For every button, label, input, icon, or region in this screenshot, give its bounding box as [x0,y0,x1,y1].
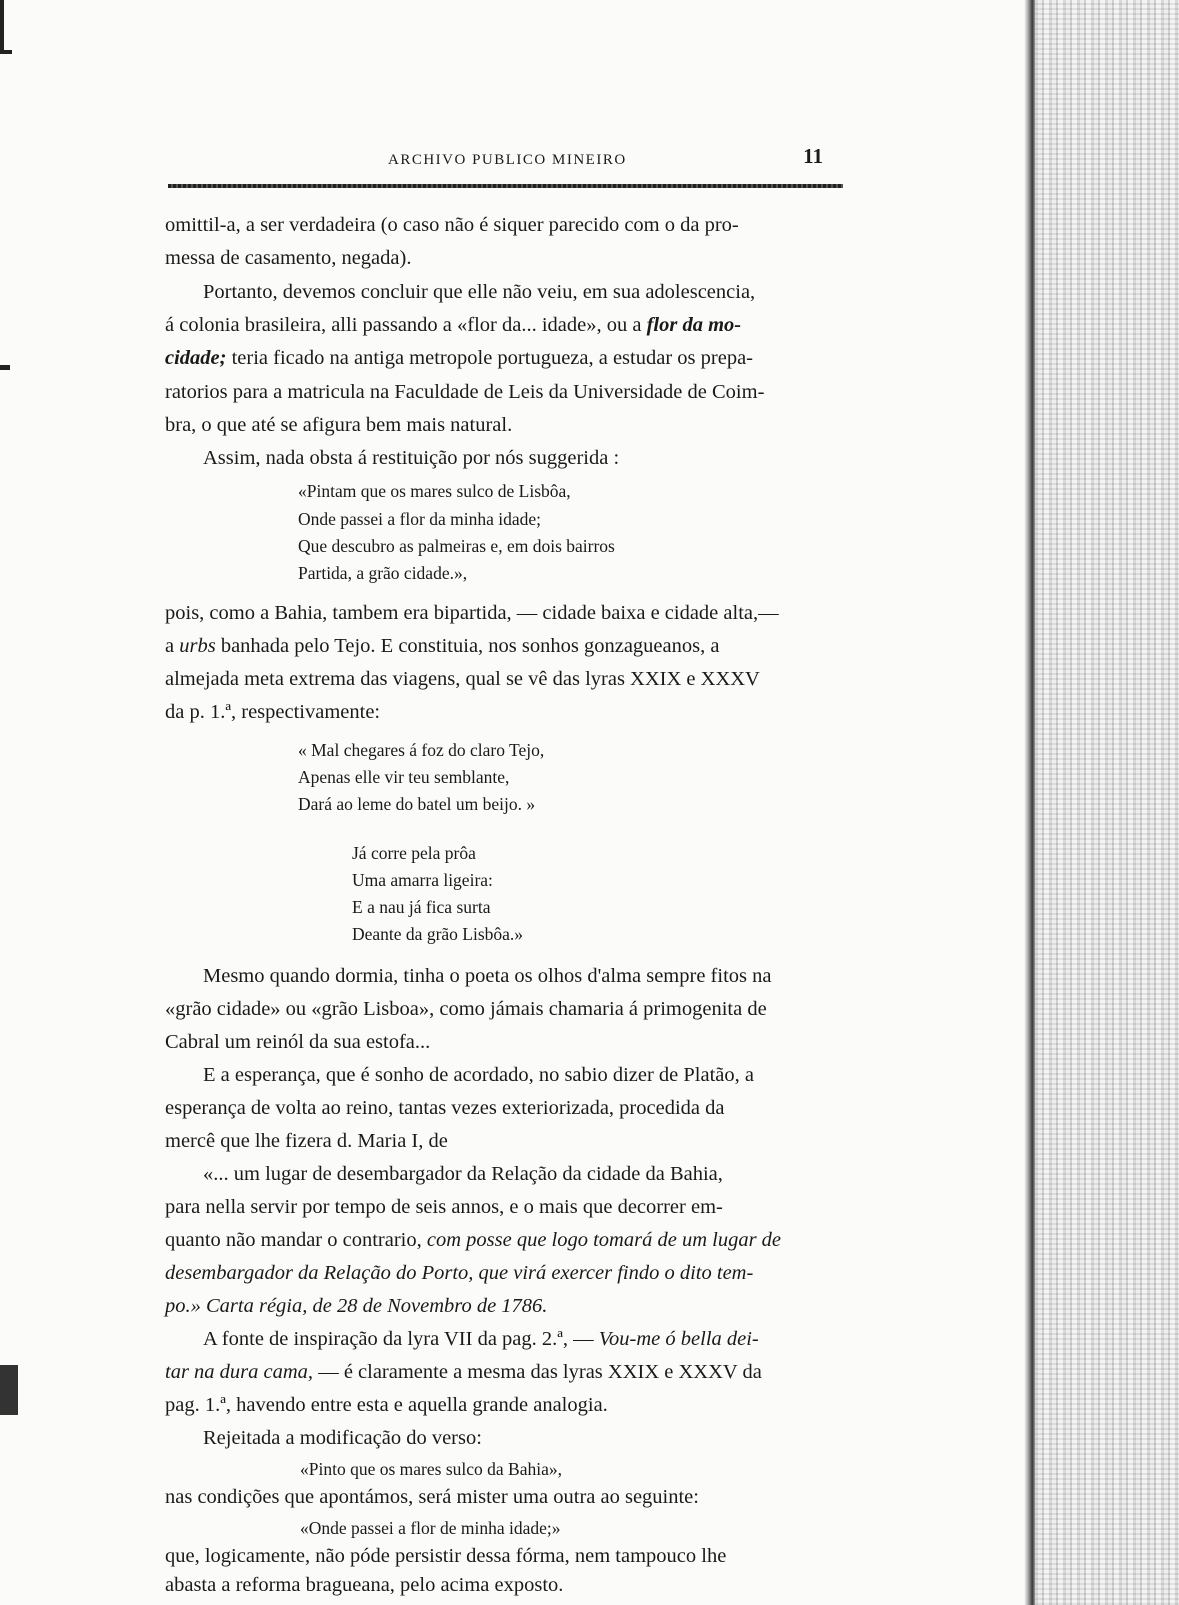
text-line: «... um lugar de desembargador da Relação da cidade da Bahia, [203,1163,723,1185]
verse-line: «Onde passei a flor de minha idade;» [300,1518,561,1538]
emphasis: urbs [179,635,216,657]
text-line [165,312,741,338]
verse-line: «Pintam que os mares sulco de Lisbôa, [298,481,571,501]
running-head: ARCHIVO PUBLICO MINEIRO [388,152,627,168]
emphasis: Vou-me ó bella dei- [598,1328,759,1350]
text-line: mercê que lhe fizera d. Maria I, de [165,1130,448,1152]
text-line [165,345,753,371]
text-line: esperança de volta ao reino, tantas vezes exteriorizada, procedida da [165,1097,725,1119]
margin-mark-bracket [0,50,12,54]
text-line [165,633,719,659]
text-segment: a [165,635,175,657]
text-line: pag. 1.ª, havendo entre esta e aquella grande analogia. [165,1394,608,1416]
margin-speck-1 [0,365,10,370]
page-number: 11 [803,144,823,168]
text-line: bra, o que até se afigura bem mais natural. [165,414,513,436]
text-line: abasta a reforma bragueana, pelo acima exposto. [165,1574,564,1596]
text-line: Rejeitada a modificação do verso: [203,1427,482,1449]
text-line [165,1227,781,1253]
text-line: que, logicamente, não póde persistir dessa fórma, nem tampouco lhe [165,1545,727,1567]
text-line: omittil-a, a ser verdadeira (o caso não é siquer parecido com o da pro- [165,214,739,236]
text-line [203,1326,759,1352]
verse-line: Onde passei a flor da minha idade; [298,509,541,529]
text-line: E a esperança, que é sonho de acordado, no sabio dizer de Platão, a [203,1064,754,1086]
text-segment: á colonia brasileira, alli passando a «flor da... idade», ou a [165,314,642,336]
text-line: «grão cidade» ou «grão Lisboa», como jámais chamaria á primogenita de [165,998,767,1020]
text-line: nas condições que apontámos, será mister uma outra ao seguinte: [165,1486,699,1508]
margin-speck-2 [0,1365,18,1415]
verse-line: Uma amarra ligeira: [352,870,493,890]
text-line: Mesmo quando dormia, tinha o poeta os olhos d'alma sempre fitos na [203,965,772,987]
verse-line: Partida, a grão cidade.», [298,563,468,583]
text-line: desembargador da Relação do Porto, que virá exercer findo o dito tem- [165,1262,754,1284]
verse-line: Dará ao leme do batel um beijo. » [298,794,536,814]
emphasis: flor da mo- [646,314,742,336]
text-line: ratorios para a matricula na Faculdade de Leis da Universidade de Coim- [165,381,765,403]
verse-line: «Pinto que os mares sulco da Bahia», [300,1459,562,1479]
emphasis: cidade; [165,347,227,369]
verse-line: Já corre pela prôa [352,843,476,863]
verse-line: Deante da grão Lisbôa.» [352,924,524,944]
text-segment: banhada pelo Tejo. E constituia, nos sonhos gonzagueanos, a [220,635,720,657]
page-header [168,140,843,180]
text-line: Assim, nada obsta á restituição por nós suggerida : [203,447,620,469]
text-line: messa de casamento, negada). [165,247,412,269]
text-line [165,1359,762,1385]
emphasis: com posse que logo tomará de um lugar de [426,1229,782,1251]
text-line: Portanto, devemos concluir que elle não veiu, em sua adolescencia, [203,281,756,303]
text-line: pois, como a Bahia, tambem era bipartida, — cidade baixa e cidade alta,— [165,602,779,624]
verse-line: « Mal chegares á foz do claro Tejo, [298,740,545,760]
text-segment: teria ficado na antiga metropole portugueza, a estudar os prepa- [231,347,753,369]
text-line: almejada meta extrema das viagens, qual se vê das lyras XXIX e XXXV [165,668,760,690]
text-line: da p. 1.ª, respectivamente: [165,701,381,723]
text-segment: — é claramente a mesma das lyras XXIX e XXXV da [318,1361,762,1383]
margin-mark-top [0,0,4,52]
verse-line: Que descubro as palmeiras e, em dois bairros [298,536,615,556]
text-segment: quanto não mandar o contrario, [165,1229,422,1251]
verse-line: E a nau já fica surta [352,897,491,917]
text-line: po.» Carta régia, de 28 de Novembro de 1786. [165,1295,548,1317]
emphasis: tar na dura cama, [165,1361,314,1383]
text-line: para nella servir por tempo de seis annos, e o mais que decorrer em- [165,1196,723,1218]
text-segment: A fonte de inspiração da lyra VII da pag. 2.ª, — [203,1328,594,1350]
verse-line: Apenas elle vir teu semblante, [298,767,510,787]
header-rule [168,184,843,188]
adjacent-page-strip [1035,0,1179,1605]
text-line: Cabral um reinól da sua estofa... [165,1031,431,1053]
